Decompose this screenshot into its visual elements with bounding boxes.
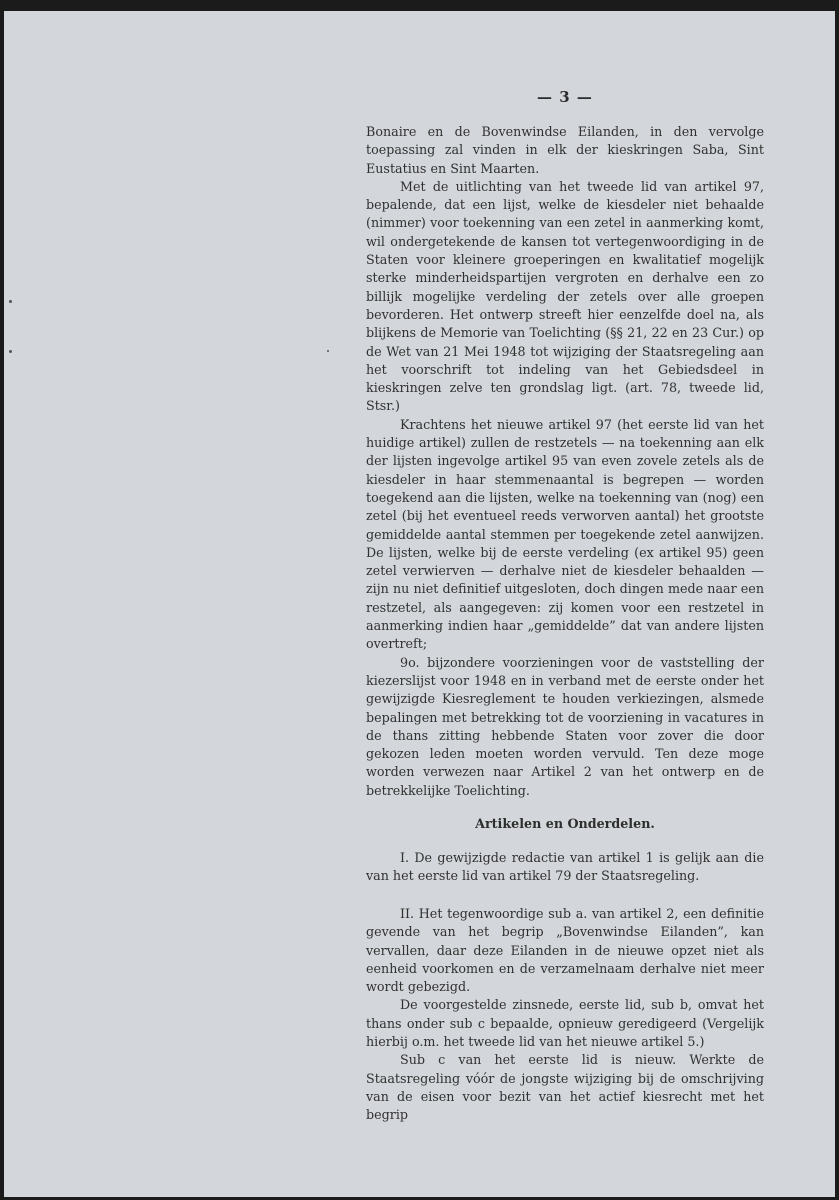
paragraph: Krachtens het nieuwe artikel 97 (het eerste lid van het huidige artikel) zullen de restzetels — na toekenning aan elk der lijsten ingevolge artikel 95 van even zovele zetels als de kiesdeler in haar stemmenaantal is begrepen — worden toegekend aan die lijsten, welke na toekenning van (nog) een zetel (bij het eventueel reeds verworven aantal) het grootste gemiddelde aantal stemmen per toegekende zetel aanwijzen. De lijsten, welke bij de eerste verdeling (ex artikel 95) geen zetel verwierven — derhalve niet de kiesdeler behaalden — zijn nu niet definitief uitgesloten, doch dingen mede naar een restzetel, als aangegeven: zij komen voor een restzetel in aanmerking indien haar „gemiddelde” dat van andere lijsten overtreft; — [366, 416, 764, 652]
page-number: — 3 — — [537, 88, 593, 106]
section-ii — [366, 905, 764, 1125]
margin-mark — [327, 350, 329, 352]
paragraph: 9o. bijzondere voorzieningen voor de vaststelling der kiezerslijst voor 1948 en in verband met de eerste onder het gewijzigde Kiesreglement te houden verkiezingen, alsmede bepalingen met betrekking tot de voorziening in vacatures in de thans zitting hebbende Staten voor zover die door gekozen leden moeten worden vervuld. Ten deze moge worden verwezen naar Artikel 2 van het ontwerp en de betrekkelijke Toelichting. — [366, 654, 764, 798]
paragraph: I. De gewijzigde redactie van artikel 1 is gelijk aan die van het eerste lid van artikel 79 der Staatsregeling. — [366, 850, 764, 884]
margin-mark — [9, 350, 12, 353]
paragraph: Met de uitlichting van het tweede lid van artikel 97, bepalende, dat een lijst, welke de kiesdeler niet behaalde (nimmer) voor toekenning van een zetel in aanmerking komt, wil ondergetekende de kansen tot vertegenwoordiging in de Staten voor kleinere groeperingen en kwalitatief mogelijk sterke minderheidspartijen vergroten en derhalve een zo billijk mogelijke verdeling der zetels over alle groepen bevorderen. Het ontwerp streeft hier eenzelfde doel na, als blijkens de Memorie van Toelichting (§§ 21, 22 en 23 Cur.) op de Wet van 21 Mei 1948 tot wijziging der Staatsregeling aan het voorschrift tot indeling van het Gebiedsdeel in kieskringen zelve ten grondslag ligt. (art. 78, tweede lid, Stsr.) — [366, 178, 764, 414]
section-i — [366, 849, 764, 886]
paragraph: De voorgestelde zinsnede, eerste lid, sub b, omvat het thans onder sub c bepaalde, opnieuw geredigeerd (Vergelijk hierbij o.m. het tweede lid van het nieuwe artikel 5.) — [366, 997, 764, 1050]
paragraph: II. Het tegenwoordige sub a. van artikel 2, een definitie gevende van het begrip „Bovenwindse Eilanden”, kan vervallen, daar deze Eilanden in de nieuwe opzet niet als eenheid voorkomen en de verzamelnaam derhalve niet meer wordt gebezigd. — [366, 906, 764, 995]
body-text-top — [366, 123, 764, 800]
section-heading: Artikelen en Onderdelen. — [475, 816, 655, 831]
paragraph: Sub c van het eerste lid is nieuw. Werkte de Staatsregeling vóór de jongste wijziging bij de omschrijving van de eisen voor bezit van het actief kiesrecht met het begrip — [366, 1052, 764, 1123]
margin-mark — [9, 300, 12, 303]
paragraph: Bonaire en de Bovenwindse Eilanden, in den vervolge toepassing zal vinden in elk der kieskringen Saba, Sint Eustatius en Sint Maarten. — [366, 124, 764, 176]
